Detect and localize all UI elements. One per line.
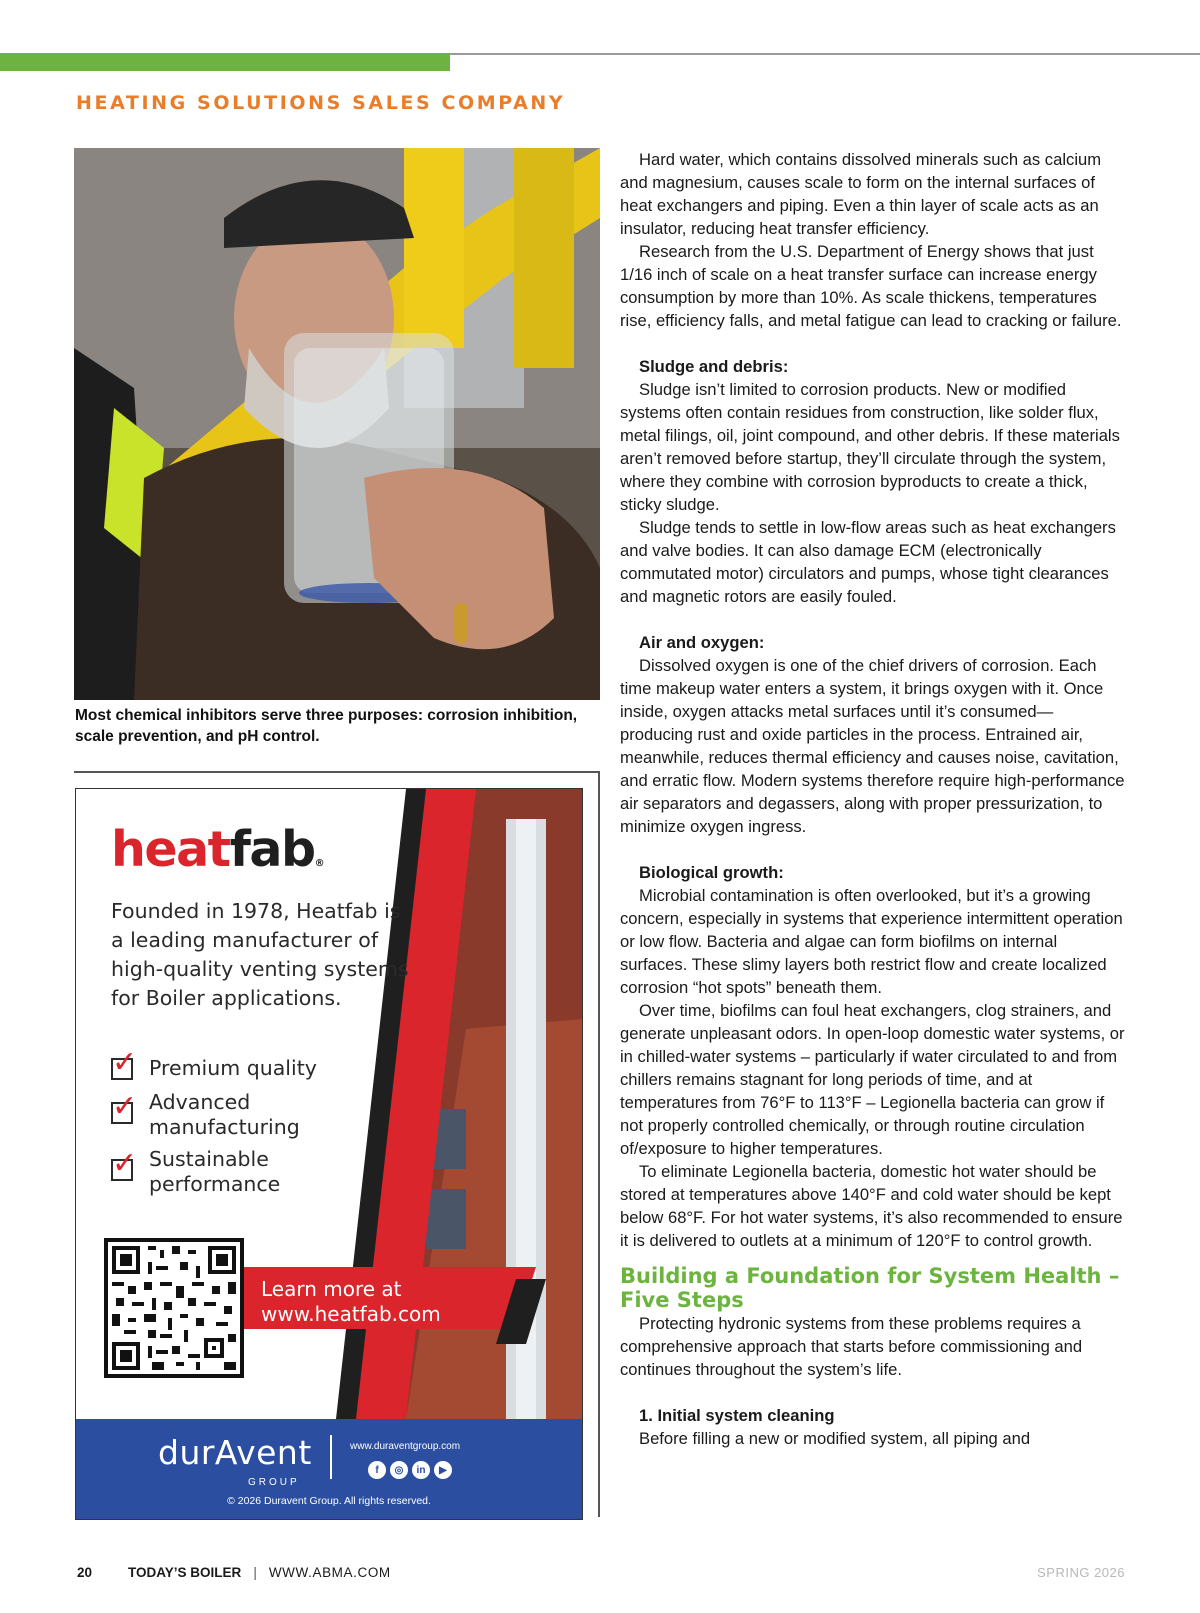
duravent-url[interactable]: www.duraventgroup.com [350, 1441, 461, 1452]
footer-url: WWW.ABMA.COM [268, 1565, 391, 1580]
paragraph: To eliminate Legionella bacteria, domestic hot water should be stored at temperatures above 140°F and cold water should be kept below 68°F. For hot water systems, it’s also recommended to ensure it is delivered to outlets at a minimum of 120°F to control growth. [620, 1162, 1123, 1250]
checkmark-icon: ✓ [112, 1146, 138, 1181]
ad-cta-link[interactable]: Learn more at www.heatfab.com [261, 1277, 441, 1326]
issue-label: SPRING 2026 [1037, 1565, 1125, 1580]
paragraph: Protecting hydronic systems from these problems requires a comprehensive approach that starts before commissioning and continues throughout the system’s life. [620, 1314, 1083, 1379]
qr-code-icon[interactable] [104, 1238, 244, 1378]
footer-separator: | [253, 1565, 257, 1580]
checkmark-icon: ✓ [112, 1045, 138, 1080]
social-icons [368, 1461, 452, 1479]
paragraph: Dissolved oxygen is one of the chief drivers of corrosion. Each time makeup water enters a system, it brings oxygen with it. Once inside, oxygen attacks metal surfaces until it’s consumed—producing rust and oxide particles in the process. Entrained air, meanwhile, reduces thermal efficiency and causes noise, cavitation, and erratic flow. Modern systems therefore require high-performance air separators and degassers, along with proper pressurization, to minimize oxygen ingress. [620, 656, 1125, 836]
paragraph: Over time, biofilms can foul heat exchangers, clog strainers, and generate unpleasant odors. In open-loop domestic water systems, or in chilled-water systems – particularly if water circulated to and from chillers remains stagnant for long periods of time, and at temperatures from 76°F to 113°F – Legionella bacteria can grow if not properly controlled chemically, or through routine circulation of/exposure to higher temperatures. [620, 1001, 1125, 1158]
photo-technician-holding-beaker [74, 148, 600, 700]
ad-frame-top [74, 771, 600, 773]
paragraph: Sludge isn’t limited to corrosion products. New or modified systems often contain residues from construction, like solder flux, metal filings, oil, joint compound, and other debris. If these materials aren’t removed before startup, they’ll circulate through the system, where they combine with corrosion byproducts to create a thick, sticky sludge. [620, 380, 1120, 514]
paragraph: Hard water, which contains dissolved minerals such as calcium and magnesium, causes scale to form on the internal surfaces of heat exchangers and piping. Even a thin layer of scale acts as an insulator, reducing heat transfer efficiency. [620, 150, 1102, 238]
paragraph: Sludge tends to settle in low-flow areas such as heat exchangers and valve bodies. It can also damage ECM (electronically commutated motor) circulators and pumps, whose tight clearances and magnetic rotors are easily fouled. [620, 518, 1116, 606]
linkedin-icon[interactable]: in [412, 1461, 430, 1479]
section-heading: Building a Foundation for System Health – Five Steps [620, 1264, 1120, 1312]
paragraph: Before filling a new or modified system, all piping and [639, 1429, 1031, 1448]
article-column [620, 148, 1125, 1450]
duravent-group-label: GROUP [248, 1477, 300, 1488]
article-photo [74, 148, 600, 700]
footer-divider [330, 1435, 332, 1479]
ad-body-text: Founded in 1978, Heatfab is a leading manufacturer of high-quality venting systems for Boiler applications. [111, 899, 409, 1010]
heatfab-advertisement[interactable] [75, 788, 583, 1520]
subheading-air-oxygen: Air and oxygen: [639, 633, 765, 652]
ad-check-item: ✓ Advanced manufacturing [112, 1089, 300, 1139]
checkmark-icon: ✓ [112, 1089, 138, 1124]
youtube-icon[interactable]: ▶ [434, 1461, 452, 1479]
ad-check-item: ✓ Sustainable performance [112, 1146, 281, 1196]
photo-caption: Most chemical inhibitors serve three purposes: corrosion inhibition, scale prevention, and pH control. [75, 707, 578, 745]
subheading-sludge: Sludge and debris: [639, 357, 789, 376]
instagram-icon[interactable]: ◎ [390, 1461, 408, 1479]
ad-copyright: © 2026 Duravent Group. All rights reserved. [227, 1495, 431, 1507]
duravent-footer [76, 1419, 582, 1519]
header-rule [450, 53, 1200, 55]
paragraph: Microbial contamination is often overlooked, but it’s a growing concern, especially in systems that experience intermittent operation or low flow. Bacteria and algae can form biofilms on internal surfaces. These slimy layers both restrict flow and create localized corrosion “hot spots” beneath them. [620, 886, 1123, 997]
heatfab-logo: heatfab® [111, 821, 324, 878]
ad-check-item: ✓ Premium quality [112, 1045, 317, 1080]
subheading-cleaning: 1. Initial system cleaning [639, 1406, 835, 1425]
publication-name: TODAY’S BOILER [128, 1565, 242, 1580]
facebook-icon[interactable]: f [368, 1461, 386, 1479]
header-accent-bar [0, 53, 450, 71]
ad-frame-right [598, 771, 600, 1517]
page-footer [77, 1565, 391, 1580]
subheading-biological: Biological growth: [639, 863, 784, 882]
page-number: 20 [77, 1565, 93, 1580]
paragraph: Research from the U.S. Department of Energy shows that just 1/16 inch of scale on a heat transfer surface can increase energy consumption by more than 10%. As scale thickens, temperatures rise, efficiency falls, and metal fatigue can lead to cracking or failure. [620, 242, 1122, 330]
duravent-logo: durAvent [158, 1433, 312, 1472]
section-title: HEATING SOLUTIONS SALES COMPANY [76, 92, 566, 114]
